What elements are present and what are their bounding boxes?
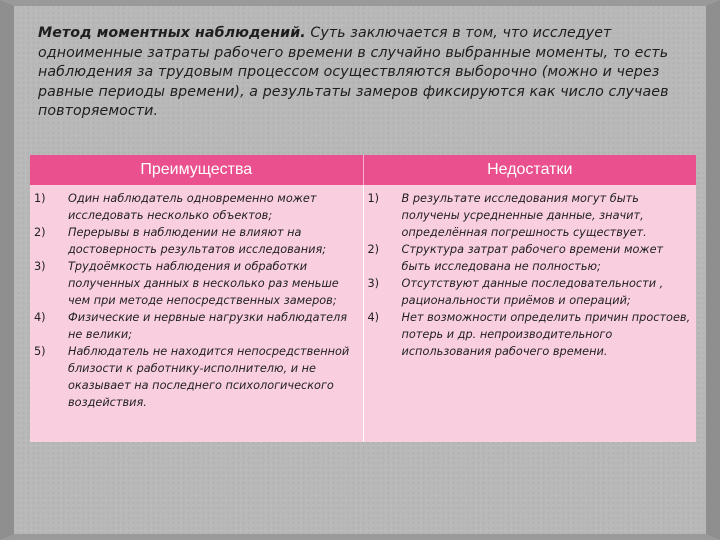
- list-item: [34, 224, 359, 258]
- item-text: Один наблюдатель одновременно может исследовать несколько объектов;: [68, 192, 317, 222]
- list-item: [34, 190, 359, 224]
- comparison-table: [30, 155, 696, 442]
- list-item: [368, 309, 693, 360]
- item-number: 2): [367, 243, 380, 256]
- list-item: [34, 343, 359, 411]
- item-number: 1): [367, 192, 380, 205]
- item-text: Нет возможности определить причин простоев, потерь и др. непроизводительного использования рабочего времени.: [401, 311, 691, 358]
- item-text: Трудоёмкость наблюдения и обработки полученных данных в несколько раз меньше чем при методе непосредственных замеров;: [68, 260, 339, 307]
- item-number: 3): [367, 277, 380, 290]
- advantages-header: Преимущества: [30, 155, 363, 185]
- list-item: [368, 190, 693, 241]
- item-text: Отсутствуют данные последовательности , рациональности приёмов и операций;: [401, 277, 664, 307]
- method-title: Метод моментных наблюдений.: [38, 25, 306, 41]
- item-text: Наблюдатель не находится непосредственной близости к работнику-исполнителю, и не оказывает на последнего психологического воздействия.: [68, 345, 350, 409]
- advantages-cell: [30, 185, 363, 442]
- disadvantages-header: Недостатки: [363, 155, 696, 185]
- list-item: [368, 275, 693, 309]
- item-text: Структура затрат рабочего времени может быть исследована не полностью;: [401, 243, 664, 273]
- method-description: Суть заключается в том, что исследует одноименные затраты рабочего времени в случайно выбранные моменты, то есть наблюдения за трудовым процессом осуществляются выборочно (можно и через равные периоды времени), а результаты замеров фиксируются как число случаев повторяемости.: [38, 25, 669, 119]
- item-number: 3): [34, 260, 46, 273]
- item-number: 4): [367, 311, 380, 324]
- list-item: [34, 309, 359, 343]
- item-number: 4): [34, 311, 46, 324]
- disadvantages-cell: [363, 185, 696, 442]
- table-header-row: [30, 155, 696, 185]
- item-text: В результате исследования могут быть получены усредненные данные, значит, определённая погрешность существует.: [401, 192, 647, 239]
- list-item: [34, 258, 359, 309]
- item-text: Физические и нервные нагрузки наблюдателя не велики;: [68, 311, 348, 341]
- item-number: 1): [34, 192, 46, 205]
- table-row: [30, 185, 696, 442]
- disadvantages-list: [368, 190, 693, 360]
- advantages-list: [34, 190, 359, 411]
- list-item: [368, 241, 693, 275]
- item-number: 5): [34, 345, 46, 358]
- intro-paragraph: [38, 24, 688, 122]
- item-number: 2): [34, 226, 46, 239]
- item-text: Перерывы в наблюдении не влияют на достоверность результатов исследования;: [68, 226, 327, 256]
